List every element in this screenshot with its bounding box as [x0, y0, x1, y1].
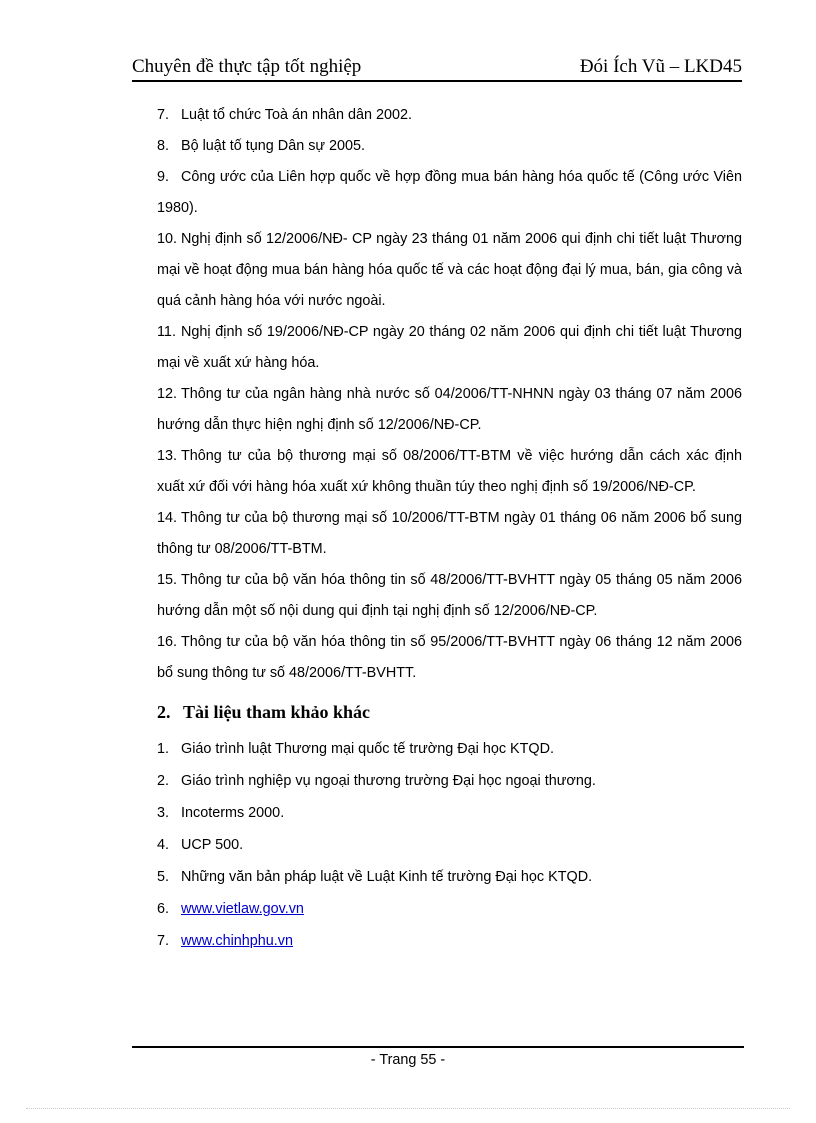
list-item [157, 733, 742, 765]
item-number: 6. [157, 901, 170, 917]
item-number: 7. [157, 933, 170, 949]
list-item [157, 565, 742, 627]
item-text: Thông tư của bộ thương mại số 08/2006/TT-BTM về việc hướng dẫn cách xác định xuất xứ đối với hàng hóa xuất xứ không thuần túy theo nghị định số 19/2006/NĐ-CP. [157, 448, 742, 495]
section-number: 2. [157, 702, 171, 722]
header-author: Đói Ích Vũ – LKD45 [579, 56, 742, 77]
list-item [157, 100, 742, 131]
item-number: 11. [157, 324, 176, 340]
item-number: 13. [157, 448, 178, 464]
item-number: 16. [157, 634, 178, 650]
list-item [157, 893, 742, 925]
item-number: 4. [157, 837, 170, 853]
vietlaw-link[interactable]: www.vietlaw.gov.vn [181, 901, 304, 917]
list-item [157, 829, 742, 861]
item-number: 10. [157, 231, 178, 247]
legal-references-list [157, 100, 742, 689]
section-heading [157, 699, 742, 725]
document-body [157, 100, 742, 957]
section-title: Tài liệu tham khảo khác [183, 702, 371, 722]
list-item [157, 441, 742, 503]
item-text: Những văn bản pháp luật về Luật Kinh tế trường Đại học KTQD. [181, 869, 593, 885]
item-number: 1. [157, 741, 170, 757]
list-item [157, 627, 742, 689]
list-item [157, 224, 742, 317]
item-text: Giáo trình luật Thương mại quốc tế trường Đại học KTQD. [181, 741, 555, 757]
item-text: Thông tư của bộ thương mại số 10/2006/TT-BTM ngày 01 tháng 06 năm 2006 bổ sung thông tư 08/2006/TT-BTM. [157, 510, 742, 557]
item-number: 12. [157, 386, 178, 402]
item-text: Incoterms 2000. [181, 805, 285, 821]
page-edge-divider [26, 1108, 790, 1109]
item-text: Nghị định số 19/2006/NĐ-CP ngày 20 tháng 02 năm 2006 qui định chi tiết luật Thương mại về xuất xứ hàng hóa. [157, 324, 742, 371]
list-item [157, 317, 742, 379]
footer-divider [132, 1046, 744, 1048]
item-text: Thông tư của bộ văn hóa thông tin số 95/2006/TT-BVHTT ngày 06 tháng 12 năm 2006 bổ sung thông tư số 48/2006/TT-BVHTT. [157, 634, 742, 681]
list-item [157, 765, 742, 797]
item-number: 8. [157, 138, 170, 154]
chinhphu-link[interactable]: www.chinhphu.vn [181, 933, 293, 949]
item-number: 15. [157, 572, 178, 588]
list-item [157, 925, 742, 957]
item-number: 3. [157, 805, 170, 821]
list-item [157, 861, 742, 893]
list-item [157, 797, 742, 829]
other-references-list [157, 733, 742, 957]
item-text: Thông tư của ngân hàng nhà nước số 04/2006/TT-NHNN ngày 03 tháng 07 năm 2006 hướng dẫn thực hiện nghị định số 12/2006/NĐ-CP. [157, 386, 742, 433]
item-number: 2. [157, 773, 170, 789]
item-number: 7. [157, 107, 170, 123]
page-number: - Trang 55 - [370, 1052, 446, 1068]
item-number: 14. [157, 510, 178, 526]
list-item [157, 131, 742, 162]
item-number: 5. [157, 869, 170, 885]
item-number: 9. [157, 169, 170, 185]
item-text: Bộ luật tố tụng Dân sự 2005. [181, 138, 366, 154]
item-text: Nghị định số 12/2006/NĐ- CP ngày 23 tháng 01 năm 2006 qui định chi tiết luật Thương mại về hoạt động mua bán hàng hóa quốc tế và các hoạt động đại lý mua, bán, gia công và quá cảnh hàng hóa với nước ngoài. [157, 231, 742, 309]
header-title: Chuyên đề thực tập tốt nghiệp [132, 56, 362, 77]
item-text: Thông tư của bộ văn hóa thông tin số 48/2006/TT-BVHTT ngày 05 tháng 05 năm 2006 hướng dẫn một số nội dung qui định tại nghị định số 12/2006/NĐ-CP. [157, 572, 742, 619]
list-item [157, 162, 742, 224]
item-text: Công ước của Liên hợp quốc về hợp đồng mua bán hàng hóa quốc tế (Công ước Viên 1980). [157, 169, 742, 216]
page-header [132, 52, 742, 82]
list-item [157, 379, 742, 441]
item-text: UCP 500. [181, 837, 244, 853]
item-text: Luật tổ chức Toà án nhân dân 2002. [181, 107, 413, 123]
item-text: Giáo trình nghiệp vụ ngoại thương trường Đại học ngoại thương. [181, 773, 596, 789]
list-item [157, 503, 742, 565]
